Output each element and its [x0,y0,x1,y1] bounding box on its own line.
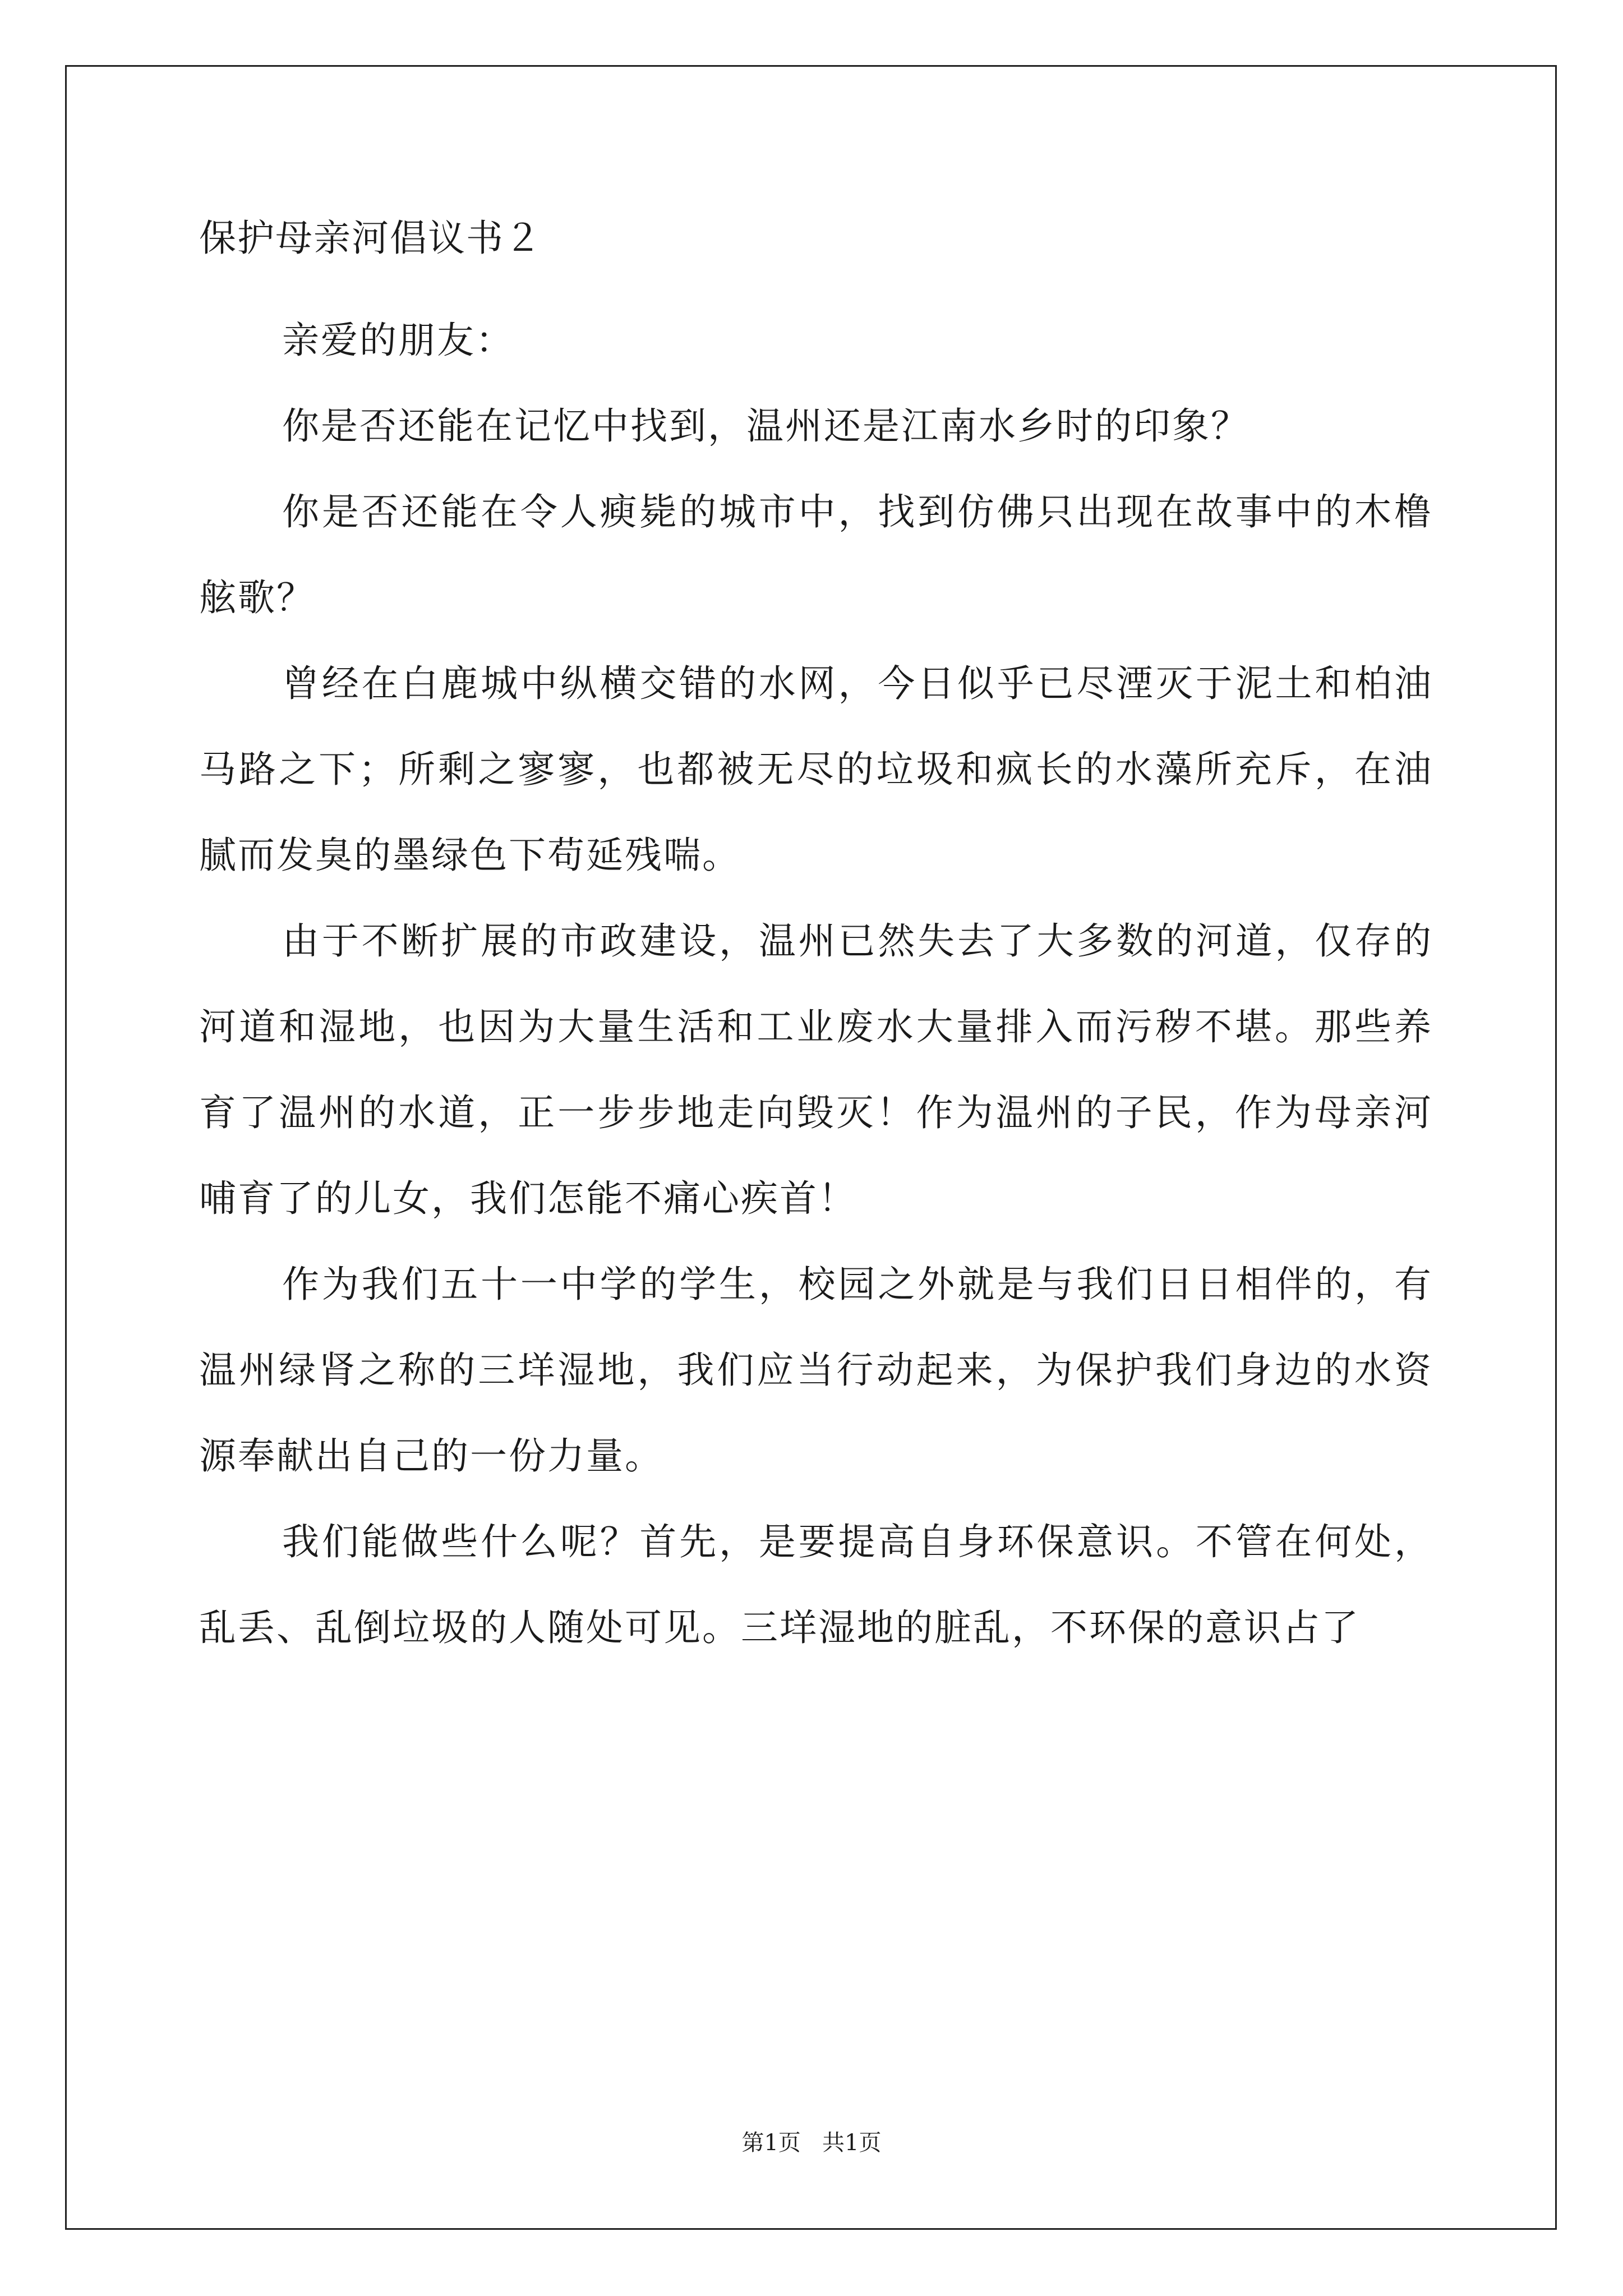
paragraph-1: 你是否还能在记忆中找到，温州还是江南水乡时的印象？ [282,404,1249,448]
paragraph-2: 你是否还能在令人瘐毙的城市中，找到仿佛只出现在故事中的木橹舷歌？ [199,490,1433,619]
paragraph-5: 作为我们五十一中学的学生，校园之外就是与我们日日相伴的，有温州绿肾之称的三垟湿地，我们应当行动起来，为保护我们身边的水资源奉献出自己的一份力量。 [199,1263,1433,1478]
paragraph-3: 曾经在白鹿城中纵横交错的水网，今日似乎已尽湮灭于泥土和柏油马路之下；所剩之寥寥，也都被无尽的垃圾和疯长的水藻所充斥，在油腻而发臭的墨绿色下苟延残喘。 [199,662,1433,877]
paragraph-4: 由于不断扩展的市政建设，温州已然失去了大多数的河道，仅存的河道和湿地，也因为大量生活和工业废水大量排入而污秽不堪。那些养育了温州的水道，正一步步地走向毁灭！作为温州的子民，作为母亲河哺育了的儿女，我们怎能不痛心疾首！ [199,919,1433,1220]
document-title: 保护母亲河倡议书２ [199,217,542,260]
paragraph-6: 我们能做些什么呢？首先，是要提高自身环保意识。不管在何处，乱丢、乱倒垃圾的人随处可见。三垟湿地的脏乱，不环保的意识占了 [199,1520,1433,1649]
document-body [199,213,1433,1671]
page-footer: 第1页 共1页 [741,2130,882,2156]
salutation: 亲爱的朋友： [282,319,514,362]
